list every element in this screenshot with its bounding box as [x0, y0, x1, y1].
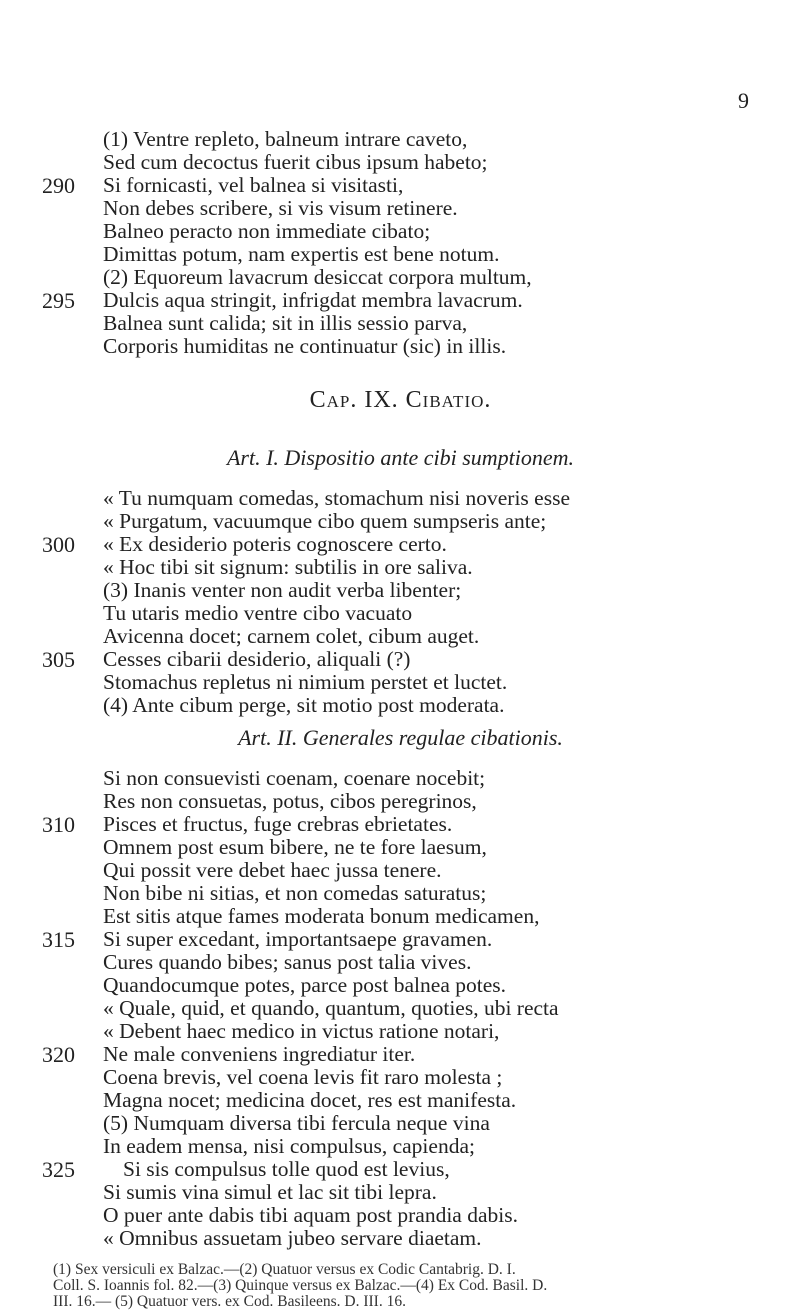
verse-line: (3) Inanis venter non audit verba libenter;: [103, 578, 462, 602]
chapter-heading: Cap. IX. Cibatio.: [309, 387, 492, 413]
line-number: 305: [42, 647, 75, 672]
verse-line: (4) Ante cibum perge, sit motio post moderata.: [103, 693, 505, 717]
line-number: 310: [42, 812, 75, 837]
verse-line: Si sumis vina simul et lac sit tibi lepra.: [103, 1180, 437, 1204]
verse-line: Si non consuevisti coenam, coenare nocebit;: [103, 766, 486, 790]
verse-line: Magna nocet; medicina docet, res est manifesta.: [103, 1088, 517, 1112]
footnote-line: (1) Sex versiculi ex Balzac.—(2) Quatuor versus ex Codic Cantabrig. D. I.: [53, 1261, 516, 1278]
line-number: 325: [42, 1157, 75, 1182]
verse-line: Balnea sunt calida; sit in illis sessio parva,: [103, 311, 468, 335]
verse-line: Pisces et fructus, fuge crebras ebrietates.: [103, 812, 453, 836]
verse-line: Cesses cibarii desiderio, aliquali (?): [103, 647, 411, 671]
line-number: 295: [42, 288, 75, 313]
verse-line: « Purgatum, vacuumque cibo quem sumpseris ante;: [103, 509, 547, 533]
verse-line: « Tu numquam comedas, stomachum nisi noveris esse: [103, 486, 570, 510]
verse-line: Coena brevis, vel coena levis fit raro molesta ;: [103, 1065, 503, 1089]
verse-line: « Omnibus assuetam jubeo servare diaetam.: [103, 1226, 482, 1250]
verse-line: Si fornicasti, vel balnea si visitasti,: [103, 173, 404, 197]
verse-line: Cures quando bibes; sanus post talia vives.: [103, 950, 472, 974]
line-number: 290: [42, 173, 75, 198]
footnote-line: III. 16.— (5) Quatuor vers. ex Cod. Basileens. D. III. 16.: [53, 1293, 406, 1310]
verse-line: Stomachus repletus ni nimium perstet et luctet.: [103, 670, 508, 694]
verse-line: Qui possit vere debet haec jussa tenere.: [103, 858, 442, 882]
verse-line: Non bibe ni sitias, et non comedas saturatus;: [103, 881, 487, 905]
verse-line: Quandocumque potes, parce post balnea potes.: [103, 973, 506, 997]
verse-line: « Hoc tibi sit signum: subtilis in ore saliva.: [103, 555, 473, 579]
verse-line: Corporis humiditas ne continuatur (sic) in illis.: [103, 334, 507, 358]
verse-line: Res non consuetas, potus, cibos peregrinos,: [103, 789, 477, 813]
verse-line: (1) Ventre repleto, balneum intrare caveto,: [103, 127, 468, 151]
verse-line: Omnem post esum bibere, ne te fore laesum,: [103, 835, 487, 859]
verse-line: Tu utaris medio ventre cibo vacuato: [103, 601, 413, 625]
verse-line: Dulcis aqua stringit, infrigdat membra lavacrum.: [103, 288, 523, 312]
verse-line: Non debes scribere, si vis visum retinere.: [103, 196, 458, 220]
verse-line: Est sitis atque fames moderata bonum medicamen,: [103, 904, 540, 928]
verse-line: In eadem mensa, nisi compulsus, capienda;: [103, 1134, 475, 1158]
verse-line: Ne male conveniens ingrediatur iter.: [103, 1042, 416, 1066]
verse-line: Avicenna docet; carnem colet, cibum auget.: [103, 624, 480, 648]
verse-line: Si super excedant, importantsaepe gravamen.: [103, 927, 493, 951]
article-heading: Art. II. Generales regulae cibationis.: [238, 725, 563, 750]
verse-line: O puer ante dabis tibi aquam post prandia dabis.: [103, 1203, 518, 1227]
verse-line: « Ex desiderio poteris cognoscere certo.: [103, 532, 447, 556]
article-heading: Art. I. Dispositio ante cibi sumptionem.: [226, 445, 575, 470]
verse-line: (5) Numquam diversa tibi fercula neque vina: [103, 1111, 490, 1135]
verse-line: « Quale, quid, et quando, quantum, quoties, ubi recta: [103, 996, 559, 1020]
page-number: 9: [738, 88, 749, 113]
footnote-line: Coll. S. Ioannis fol. 82.—(3) Quinque versus ex Balzac.—(4) Ex Cod. Basil. D.: [53, 1277, 548, 1294]
verse-line: (2) Equoreum lavacrum desiccat corpora multum,: [103, 265, 532, 289]
verse-line: « Debent haec medico in victus ratione notari,: [103, 1019, 500, 1043]
line-number: 320: [42, 1042, 75, 1067]
verse-line: Si sis compulsus tolle quod est levius,: [123, 1157, 450, 1181]
verse-line: Dimittas potum, nam expertis est bene notum.: [103, 242, 500, 266]
line-number: 300: [42, 532, 75, 557]
line-number: 315: [42, 927, 75, 952]
verse-line: Balneo peracto non immediate cibato;: [103, 219, 431, 243]
verse-line: Sed cum decoctus fuerit cibus ipsum habeto;: [103, 150, 488, 174]
